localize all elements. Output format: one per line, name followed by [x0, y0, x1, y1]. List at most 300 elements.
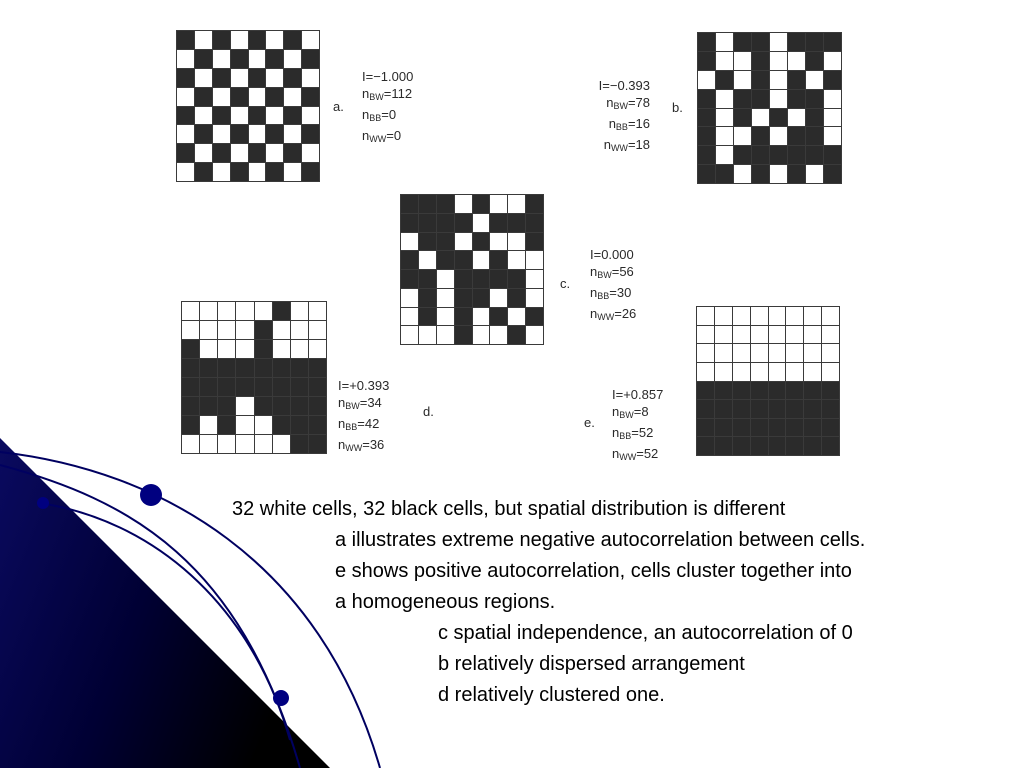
- grid-cell: [822, 344, 839, 362]
- grid-cell: [401, 214, 418, 232]
- grid-cell: [734, 33, 751, 51]
- grid-cell: [751, 326, 768, 344]
- grid-cell: [213, 125, 230, 143]
- grid-cell: [200, 378, 217, 396]
- grid-cell: [231, 163, 248, 181]
- grid-cell: [249, 163, 266, 181]
- grid-cell: [822, 400, 839, 418]
- grid-cell: [419, 251, 436, 269]
- grid-cell: [401, 195, 418, 213]
- grid-cell: [255, 302, 272, 320]
- grid-cell: [822, 307, 839, 325]
- grid-cell: [218, 435, 235, 453]
- n-bw-c: $n_{BW}=56$: [590, 264, 634, 280]
- dot-large: [140, 484, 162, 506]
- morans-i-a: I=−1.000: [362, 69, 414, 84]
- grid-cell: [752, 127, 769, 145]
- grid-cell: [786, 344, 803, 362]
- grid-cell: [309, 340, 326, 358]
- grid-cell: [822, 326, 839, 344]
- stats-e: [612, 386, 663, 466]
- grid-cell: [218, 321, 235, 339]
- grid-cell: [752, 33, 769, 51]
- grid-cell: [249, 88, 266, 106]
- grid-cell: [177, 125, 194, 143]
- grid-cell: [455, 195, 472, 213]
- grid-cell: [698, 146, 715, 164]
- grid-cell: [284, 163, 301, 181]
- n-ww-c: $n_{WW}=26$: [590, 306, 637, 322]
- grid-cell: [490, 195, 507, 213]
- stats-a: [362, 68, 413, 148]
- grid-cell: [716, 90, 733, 108]
- grid-cell: [200, 340, 217, 358]
- grid-cell: [733, 400, 750, 418]
- grid-cell: [715, 419, 732, 437]
- grid-cell: [734, 127, 751, 145]
- grid-cell: [195, 31, 212, 49]
- panel-label-c: c.: [560, 276, 571, 291]
- grid-cell: [697, 307, 714, 325]
- grid-cell: [822, 437, 839, 455]
- grid-cell: [177, 144, 194, 162]
- grid-cell: [249, 69, 266, 87]
- grid-cell: [769, 400, 786, 418]
- grid-cell: [273, 378, 290, 396]
- grid-cell: [236, 397, 253, 415]
- panel-label-d: d.: [423, 404, 434, 419]
- grid-cell: [218, 302, 235, 320]
- grid-cell: [804, 307, 821, 325]
- grid-cell: [302, 50, 319, 68]
- grid-cell: [255, 416, 272, 434]
- grid-cell: [255, 359, 272, 377]
- grid-cell: [733, 419, 750, 437]
- grid-cell: [508, 233, 525, 251]
- grid-e: [696, 306, 840, 456]
- grid-cell: [473, 326, 490, 344]
- grid-cell: [218, 378, 235, 396]
- grid-cell: [236, 435, 253, 453]
- n-bw-e: $n_{BW}=8$: [612, 404, 649, 420]
- grid-cell: [195, 107, 212, 125]
- grid-cell: [822, 363, 839, 381]
- stats-c: [590, 246, 636, 326]
- grid-cell: [490, 270, 507, 288]
- grid-cell: [490, 289, 507, 307]
- n-bb-a: $n_{BB}=0$: [362, 107, 397, 123]
- grid-cell: [195, 50, 212, 68]
- grid-cell: [455, 326, 472, 344]
- grid-cell: [715, 307, 732, 325]
- grid-cell: [697, 400, 714, 418]
- grid-cell: [177, 107, 194, 125]
- grid-cell: [255, 378, 272, 396]
- grid-cell: [437, 270, 454, 288]
- grid-cell: [213, 163, 230, 181]
- grid-cell: [273, 302, 290, 320]
- grid-cell: [309, 302, 326, 320]
- grid-cell: [769, 363, 786, 381]
- grid-cell: [182, 302, 199, 320]
- grid-cell: [715, 326, 732, 344]
- grid-cell: [419, 270, 436, 288]
- grid-cell: [273, 416, 290, 434]
- grid-cell: [752, 52, 769, 70]
- grid-cell: [236, 416, 253, 434]
- grid-cell: [284, 69, 301, 87]
- grid-cell: [437, 233, 454, 251]
- grid-cell: [734, 71, 751, 89]
- grid-cell: [822, 382, 839, 400]
- grid-cell: [824, 33, 841, 51]
- grid-cell: [770, 52, 787, 70]
- grid-cell: [236, 321, 253, 339]
- grid-cell: [309, 416, 326, 434]
- panel-label-b: b.: [672, 100, 683, 115]
- grid-cell: [437, 214, 454, 232]
- grid-cell: [824, 52, 841, 70]
- grid-cell: [455, 214, 472, 232]
- grid-cell: [769, 326, 786, 344]
- grid-cell: [291, 397, 308, 415]
- caption-text: [232, 494, 865, 711]
- grid-cell: [231, 69, 248, 87]
- grid-cell: [716, 33, 733, 51]
- grid-b: [697, 32, 842, 184]
- grid-cell: [733, 363, 750, 381]
- grid-cell: [490, 251, 507, 269]
- grid-cell: [698, 33, 715, 51]
- grid-cell: [419, 214, 436, 232]
- grid-cell: [249, 125, 266, 143]
- grid-cell: [804, 437, 821, 455]
- grid-cell: [490, 308, 507, 326]
- grid-cell: [266, 144, 283, 162]
- grid-cell: [786, 382, 803, 400]
- grid-cell: [786, 437, 803, 455]
- grid-cell: [788, 90, 805, 108]
- grid-cell: [182, 416, 199, 434]
- grid-cell: [437, 326, 454, 344]
- grid-cell: [786, 326, 803, 344]
- grid-cell: [508, 270, 525, 288]
- grid-cell: [401, 270, 418, 288]
- grid-cell: [231, 107, 248, 125]
- grid-cell: [291, 435, 308, 453]
- grid-cell: [309, 397, 326, 415]
- grid-cell: [309, 378, 326, 396]
- grid-cell: [698, 165, 715, 183]
- grid-cell: [291, 321, 308, 339]
- grid-cell: [734, 109, 751, 127]
- n-ww-b: $n_{WW}=18$: [603, 137, 650, 153]
- grid-cell: [824, 146, 841, 164]
- grid-cell: [698, 109, 715, 127]
- grid-cell: [752, 71, 769, 89]
- grid-cell: [213, 69, 230, 87]
- grid-cell: [455, 289, 472, 307]
- grid-cell: [182, 359, 199, 377]
- grid-cell: [806, 127, 823, 145]
- grid-cell: [182, 340, 199, 358]
- grid-cell: [231, 50, 248, 68]
- grid-cell: [769, 382, 786, 400]
- grid-cell: [508, 214, 525, 232]
- grid-cell: [284, 31, 301, 49]
- grid-cell: [302, 69, 319, 87]
- caption-line-4: a homogeneous regions.: [335, 591, 556, 613]
- grid-cell: [302, 31, 319, 49]
- grid-cell: [473, 308, 490, 326]
- grid-cell: [255, 321, 272, 339]
- grid-cell: [698, 71, 715, 89]
- grid-cell: [716, 52, 733, 70]
- grid-cell: [309, 435, 326, 453]
- grid-cell: [266, 107, 283, 125]
- grid-cell: [752, 165, 769, 183]
- grid-cell: [200, 416, 217, 434]
- grid-cell: [751, 363, 768, 381]
- grid-cell: [526, 214, 543, 232]
- grid-cell: [804, 400, 821, 418]
- grid-cell: [806, 33, 823, 51]
- grid-cell: [302, 163, 319, 181]
- n-bb-b: $n_{BB}=16$: [608, 116, 650, 132]
- grid-cell: [490, 233, 507, 251]
- grid-cell: [786, 400, 803, 418]
- grid-cell: [255, 340, 272, 358]
- grid-cell: [786, 419, 803, 437]
- grid-cell: [824, 165, 841, 183]
- grid-cell: [213, 50, 230, 68]
- grid-cell: [213, 107, 230, 125]
- grid-cell: [824, 71, 841, 89]
- grid-cell: [769, 307, 786, 325]
- grid-cell: [309, 359, 326, 377]
- grid-cell: [770, 165, 787, 183]
- caption-line-7: d relatively clustered one.: [438, 684, 665, 706]
- grid-cell: [733, 344, 750, 362]
- grid-cell: [788, 165, 805, 183]
- grid-cell: [195, 69, 212, 87]
- grid-cell: [786, 363, 803, 381]
- grid-cell: [526, 195, 543, 213]
- grid-cell: [200, 435, 217, 453]
- grid-cell: [437, 251, 454, 269]
- caption-line-2: a illustrates extreme negative autocorrelation between cells.: [335, 529, 866, 551]
- grid-cell: [249, 107, 266, 125]
- grid-cell: [508, 308, 525, 326]
- grid-cell: [473, 233, 490, 251]
- grid-cell: [770, 146, 787, 164]
- grid-cell: [218, 397, 235, 415]
- grid-cell: [824, 127, 841, 145]
- grid-cell: [473, 270, 490, 288]
- grid-cell: [769, 344, 786, 362]
- grid-cell: [195, 125, 212, 143]
- grid-cell: [291, 378, 308, 396]
- n-bw-d: $n_{BW}=34$: [338, 395, 382, 411]
- grid-cell: [733, 382, 750, 400]
- grid-cell: [455, 308, 472, 326]
- grid-cell: [195, 163, 212, 181]
- grid-cell: [770, 33, 787, 51]
- grid-cell: [218, 359, 235, 377]
- grid-cell: [698, 127, 715, 145]
- grid-cell: [473, 195, 490, 213]
- grid-cell: [490, 326, 507, 344]
- grid-cell: [751, 382, 768, 400]
- grid-cell: [715, 382, 732, 400]
- grid-cell: [302, 107, 319, 125]
- n-ww-e: $n_{WW}=52$: [612, 446, 659, 462]
- grid-cell: [177, 88, 194, 106]
- grid-cell: [200, 359, 217, 377]
- grid-cell: [177, 31, 194, 49]
- grid-cell: [751, 400, 768, 418]
- grid-cell: [273, 397, 290, 415]
- grid-cell: [182, 321, 199, 339]
- grid-cell: [213, 88, 230, 106]
- stats-b: [582, 77, 650, 157]
- grid-cell: [715, 400, 732, 418]
- grid-cell: [715, 363, 732, 381]
- grid-cell: [526, 308, 543, 326]
- grid-cell: [284, 88, 301, 106]
- grid-cell: [437, 308, 454, 326]
- grid-cell: [526, 289, 543, 307]
- caption-line-6: b relatively dispersed arrangement: [438, 653, 745, 675]
- grid-cell: [697, 363, 714, 381]
- grid-cell: [284, 125, 301, 143]
- grid-cell: [231, 125, 248, 143]
- grid-cell: [733, 326, 750, 344]
- grid-cell: [769, 419, 786, 437]
- grid-cell: [788, 127, 805, 145]
- grid-cell: [786, 307, 803, 325]
- grid-cell: [806, 71, 823, 89]
- grid-cell: [804, 326, 821, 344]
- grid-cell: [177, 69, 194, 87]
- panel-label-e: e.: [584, 415, 595, 430]
- grid-cell: [231, 144, 248, 162]
- grid-cell: [284, 144, 301, 162]
- grid-cell: [751, 307, 768, 325]
- grid-cell: [419, 326, 436, 344]
- morans-i-d: I=+0.393: [338, 378, 390, 393]
- grid-cell: [249, 50, 266, 68]
- grid-cell: [218, 340, 235, 358]
- grid-cell: [804, 363, 821, 381]
- grid-a: [176, 30, 320, 182]
- grid-cell: [698, 90, 715, 108]
- grid-cell: [508, 289, 525, 307]
- grid-cell: [218, 416, 235, 434]
- grid-cell: [804, 382, 821, 400]
- caption-line-1: 32 white cells, 32 black cells, but spatial distribution is different: [232, 498, 786, 520]
- n-ww-a: $n_{WW}=0$: [362, 128, 402, 144]
- grid-cell: [291, 416, 308, 434]
- grid-cell: [266, 50, 283, 68]
- grid-cell: [804, 344, 821, 362]
- grid-cell: [824, 90, 841, 108]
- grid-cell: [200, 397, 217, 415]
- grid-cell: [508, 326, 525, 344]
- grid-cell: [291, 359, 308, 377]
- grid-cell: [182, 397, 199, 415]
- grid-cell: [715, 437, 732, 455]
- n-bb-c: $n_{BB}=30$: [590, 285, 632, 301]
- grid-cell: [697, 437, 714, 455]
- grid-cell: [751, 344, 768, 362]
- grid-cell: [200, 321, 217, 339]
- grid-cell: [770, 90, 787, 108]
- grid-cell: [473, 251, 490, 269]
- grid-cell: [455, 233, 472, 251]
- panel-label-a: a.: [333, 99, 344, 114]
- grid-cell: [716, 127, 733, 145]
- grid-cell: [788, 146, 805, 164]
- grid-cell: [734, 52, 751, 70]
- grid-cell: [177, 163, 194, 181]
- grid-cell: [401, 289, 418, 307]
- grid-cell: [182, 435, 199, 453]
- grid-cell: [455, 251, 472, 269]
- grid-cell: [401, 308, 418, 326]
- grid-cell: [284, 50, 301, 68]
- grid-cell: [401, 233, 418, 251]
- grid-cell: [401, 251, 418, 269]
- grid-cell: [788, 71, 805, 89]
- grid-cell: [788, 33, 805, 51]
- grid-cell: [249, 144, 266, 162]
- grid-cell: [302, 125, 319, 143]
- grid-cell: [236, 302, 253, 320]
- n-bb-d: $n_{BB}=42$: [338, 416, 380, 432]
- stats-d: [338, 377, 389, 457]
- grid-cell: [715, 344, 732, 362]
- grid-cell: [249, 31, 266, 49]
- grid-cell: [698, 52, 715, 70]
- grid-cell: [266, 88, 283, 106]
- grid-cell: [255, 435, 272, 453]
- caption-line-5: c spatial independence, an autocorrelation of 0: [438, 622, 853, 644]
- grid-cell: [806, 146, 823, 164]
- grid-cell: [734, 146, 751, 164]
- grid-cell: [734, 90, 751, 108]
- grid-cell: [804, 419, 821, 437]
- grid-cell: [302, 88, 319, 106]
- grid-cell: [266, 163, 283, 181]
- grid-cell: [733, 307, 750, 325]
- grid-cell: [419, 308, 436, 326]
- grid-cell: [284, 107, 301, 125]
- n-bw-b: $n_{BW}=78$: [606, 95, 650, 111]
- grid-cell: [455, 270, 472, 288]
- grid-cell: [806, 109, 823, 127]
- n-bw-a: $n_{BW}=112$: [362, 86, 413, 102]
- grid-cell: [177, 50, 194, 68]
- morans-i-e: I=+0.857: [612, 387, 664, 402]
- grid-cell: [273, 359, 290, 377]
- grid-cell: [526, 326, 543, 344]
- grid-cell: [508, 195, 525, 213]
- grid-cell: [526, 251, 543, 269]
- grid-cell: [770, 109, 787, 127]
- grid-cell: [770, 71, 787, 89]
- grid-cell: [195, 144, 212, 162]
